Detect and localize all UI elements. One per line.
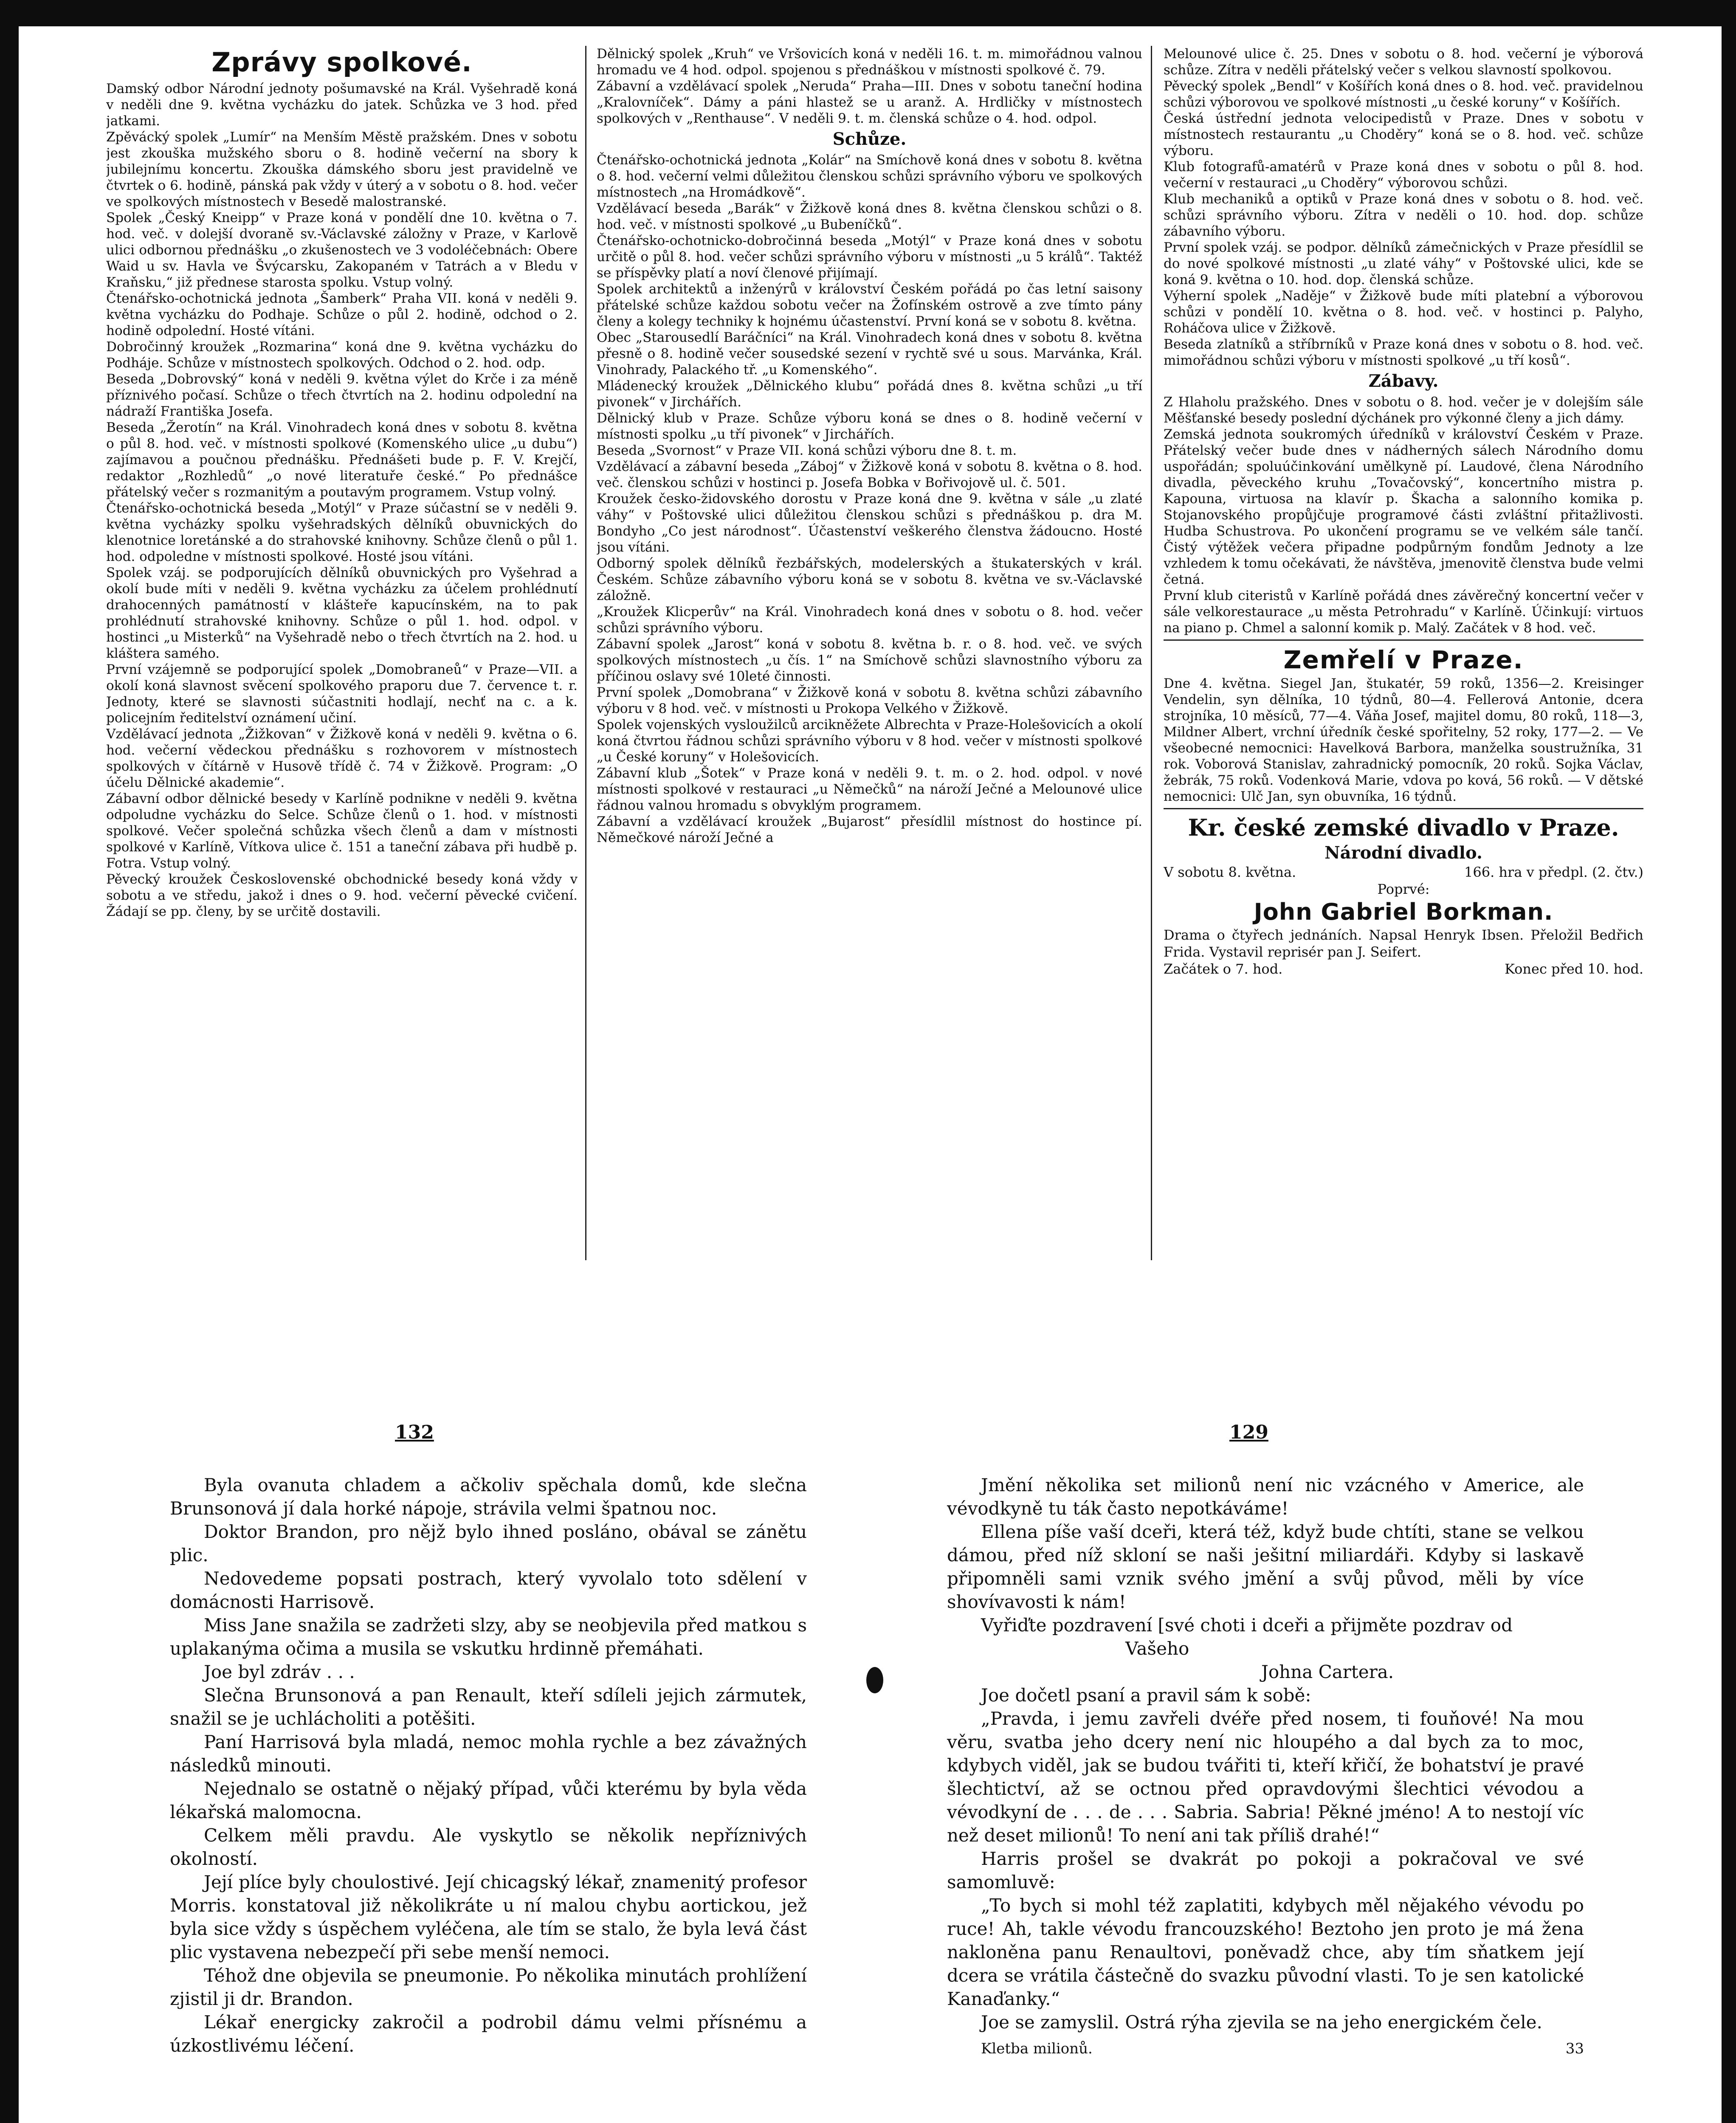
- theatre-play-title: John Gabriel Borkman.: [1254, 898, 1553, 925]
- news-item: Zábavní klub „Šotek“ v Praze koná v neděli 9. t. m. o 2. hod. odpol. v nové místnosti spolkové v restauraci „u Němečků“ na nároží Ječné a Melounové ulice řádnou valnou hromadu s obvyklým programem.: [597, 766, 1142, 813]
- club-news-heading: Zprávy spolkové.: [211, 47, 472, 78]
- news-item: Česká ústřední jednota velocipedistů v Praze. Dnes v sobotu v místnostech restaurantu „u Choděry“ koná se o 8. hod. več. schůze výboru.: [1164, 111, 1643, 158]
- theatre-subtitle: Národní divadlo.: [1325, 843, 1482, 863]
- novel-paragraph: Ellena píše vaší dceři, která též, když bude chtíti, stane se velkou dámou, před níž skloní se naši ješitní miliardáři. Kdyby si laskavě připomněli sami vznik svého jmění a svůj původ, měli by více shovívavosti k nám!: [947, 1521, 1584, 1612]
- news-item: Zpěvácký spolek „Lumír“ na Menším Městě pražském. Dnes v sobotu jest zkouška mužského sboru o 8. hodině večerní na sbory k jubilejnímu koncertu. Zkouška dámského sboru jest pravidelně ve čtvrtek o 6. hodině, pánská pak vždy v úterý a v sobotu o 8. hod. večer ve spolkových místnostech v Besedě malostranské.: [106, 130, 578, 209]
- news-item: Klub fotografů-amatérů v Praze koná dnes v sobotu o půl 8. hod. večerní v restauraci „u Choděry“ výborovou schůzi.: [1164, 159, 1643, 191]
- theatre-start: Začátek o 7. hod.: [1164, 961, 1283, 977]
- news-item: Výherní spolek „Naděje“ v Žižkově bude míti platební a výborovou schůzi v pondělí 10. května o 8. hod. več. v hostinci p. Palyho, Roháčova ulice v Žižkově.: [1164, 288, 1643, 336]
- news-item: „Kroužek Klicperův“ na Král. Vinohradech koná dnes v sobotu o 8. hod. večer schůzi správního výboru.: [597, 604, 1142, 636]
- theatre-times: [1164, 960, 1643, 977]
- novel-paragraph: Lékař energicky zakročil a podrobil dámu velmi přísnému a úzkostlivému léčení.: [170, 2012, 807, 2056]
- novel-paragraphs: [170, 1473, 807, 2057]
- novel-page-right: [947, 1473, 1584, 2061]
- meetings-list: [1164, 46, 1643, 369]
- news-item: Čtenářsko-ochotnická jednota „Kolár“ na Smíchově koná dnes v sobotu 8. května o 8. hod. večerní velmi důležitou členskou schůzi správního výboru ve spolkových místnostech „na Hromádkově“.: [597, 152, 1142, 200]
- news-item: Z Hlaholu pražského. Dnes v sobotu o 8. hod. večer je v dolejším sále Měšťanské besedy poslední dýchánek pro výkonné členy a jich dámy.: [1164, 394, 1643, 426]
- news-item: Spolek vojenských vysloužilců arcikněžete Albrechta v Praze-Holešovicích a okolí koná čtvrtou řádnou schůzi správního výboru v 8 hod. večer v místnosti spolkové „u České koruny“ v Holešovicích.: [597, 717, 1142, 765]
- news-column-2: [597, 46, 1142, 1260]
- scan-border-left: [0, 0, 19, 2123]
- news-item: Spolek architektů a inženýrů v království Českém pořádá po čas letní saisony přátelské schůze každou sobotu večer na Žofínském ostrově a zve tímto pány členy a kolegy techniky k hojnému účastenství. První koná se v sobotu 8. května.: [597, 282, 1142, 329]
- news-item: Zábavní odbor dělnické besedy v Karlíně podnikne v neděli 9. května odpoludne vycházku do Selce. Schůze členů o 1. hod. v místnosti spolkové. Večer společná schůzka všech členů a dam v místnosti spolkové v Karlíně, Vítkova ulice č. 151 a taneční zábava při hudbě p. Fotra. Vstup volný.: [106, 791, 578, 871]
- theatre-premiere: Poprvé:: [1377, 881, 1430, 897]
- news-item: Spolek vzáj. se podporujících dělníků obuvnických pro Vyšehrad a okolí bude míti v neděli 9. května vycházku za účelem prohlédnutí drahocenných památností v klášteře kapucínském, na to pak prohlédnutí strahovské knihovny. Schůze o půl 1. hod. odpol. v hostinci „u Misterků“ na Vyšehradě nebo o třech čtvrtích na 2. hod. u kláštera samého.: [106, 565, 578, 661]
- news-column-1: [106, 46, 578, 1260]
- news-item: Vzdělávací a zábavní beseda „Záboj“ v Žižkově koná v sobotu 8. května o 8. hod. več. členskou schůzi v hostinci p. Josefa Bobka v Bořivojově ul. č. 501.: [597, 459, 1142, 490]
- club-news-list: [597, 46, 1142, 127]
- news-item: Damský odbor Národní jednoty pošumavské na Král. Vyšehradě koná v neděli dne 9. května vycházku do jatek. Schůzka ve 3 hod. před jatkami.: [106, 81, 578, 129]
- novel-paragraph: Nedovedeme popsati postrach, který vyvolalo toto sdělení v domácnosti Harrisově.: [170, 1568, 807, 1612]
- novel-paragraph: Nejednalo se ostatně o nějaký případ, vůči kterému by byla věda lékařská malomocna.: [170, 1778, 807, 1822]
- news-item: Pěvecký kroužek Československé obchodnické besedy koná vždy v sobotu a ve středu, jakož i dnes o 9. hod. večerní pěvecké cvičení. Žádají se pp. členy, by se určitě dostavili.: [106, 872, 578, 919]
- meetings-list: [597, 152, 1142, 846]
- letter-signature-1: Vašeho: [1125, 1638, 1189, 1659]
- novel-paragraph: „Pravda, i jemu zavřeli dvéře před nosem, ti fouňové! Na mou věru, svatba jeho dcery není nic hloupého a dal bych za to moc, kdybych viděl, jak se budou tvářiti ti, kteří křičí, že bohatství je pravé šlechtictví, až se octnou před opravdovými šlechtici vévodou a vévodkyní de . . . de . . . Sabria. Sabria! Pěkné jméno! A to nestojí víc než deset milionů! To není ani tak příliš drahé!“: [947, 1708, 1584, 1846]
- sheet-number: 33: [1565, 2040, 1584, 2057]
- scan-border-right: [1722, 0, 1736, 2123]
- news-item: Vzdělávací beseda „Barák“ v Žižkově koná dnes 8. května členskou schůzi o 8. hod. več. v místnosti spolkové „u Bubeníčků“.: [597, 201, 1142, 232]
- divider: [1164, 808, 1643, 809]
- news-item: Zábavní spolek „Jarost“ koná v sobotu 8. května b. r. o 8. hod. več. ve svých spolkových místnostech „u čís. 1“ na Smíchově schůzi slavnostního výboru za příčinou oslavy své 10leté činnosti.: [597, 636, 1142, 684]
- novel-paragraphs: [947, 1684, 1584, 2034]
- novel-paragraph: Joe byl zdráv . . .: [204, 1661, 355, 1682]
- entertainment-list: [1164, 394, 1643, 636]
- news-item: Beseda „Dobrovský“ koná v neděli 9. května výlet do Krče i za méně příznivého počasí. Schůze o třech čtvrtích na 2. hodinu odpolední na nádraží Františka Josefa.: [106, 372, 578, 419]
- page-number-left: 132: [395, 1422, 434, 1443]
- scan-border-top: [0, 0, 1736, 26]
- entertainment-heading: Zábavy.: [1368, 371, 1439, 391]
- news-item: Beseda zlatníků a stříbrníků v Praze koná dnes v sobotu o 8. hod. več. mimořádnou schůzi výboru v místnosti spolkové „u tří kosů“.: [1164, 337, 1643, 368]
- novel-paragraph: Její plíce byly choulostivé. Její chicagský lékař, znamenitý profesor Morris. konstatoval již několikráte u ní malou chybu aortickou, jež byla sice vždy s úspěchem vyléčena, ale tím se stalo, že byla levá část plic vystavena nebezpečí při sebe menší nemoci.: [170, 1872, 807, 1963]
- news-item: Klub mechaniků a optiků v Praze koná dnes v sobotu o 8. hod. več. schůzi správního výboru. Zítra v neděli o 10. hod. dop. schůze zábavního výboru.: [1164, 191, 1643, 239]
- novel-paragraph: Harris prošel se dvakrát po pokoji a pokračoval ve své samomluvě:: [947, 1848, 1584, 1892]
- novel-paragraph: Paní Harrisová byla mladá, nemoc mohla rychle a bez závažných následků minouti.: [170, 1732, 807, 1776]
- news-item: Odborný spolek dělníků řezbářských, modelerských a štukaterských v král. Českém. Schůze zábavního výboru koná se v sobotu 8. května ve sv.-Václavské záložně.: [597, 556, 1142, 603]
- news-item: Zemská jednota soukromých úředníků v království Českém v Praze. Přátelský večer bude dnes v nádherných sálech Národního domu uspořádán; spoluúčinkování umělkyně pí. Laudové, člena Národního divadla, pěveckého kruhu „Tovačovský“, koncertního mistra p. Kapouna, virtuosa na klavír p. Škacha a salonního komika p. Stojanovského propůjčuje programové části zvláštní přitažlivosti. Hudba Schustrova. Po ukončení programu se ve velkém sále tančí. Čistý výtěžek večera připadne podpůrným fondům Jednoty a lze vzhledem k tomu očekávati, že návštěva, jmenovitě členstva bude velmi četná.: [1164, 427, 1643, 587]
- theatre-date: V sobotu 8. května.: [1164, 864, 1296, 880]
- news-item: První vzájemně se podporující spolek „Domobraneů“ v Praze—VII. a okolí koná slavnost svěcení spolkového praporu due 7. července t. r. Jednoty, které se slavnosti súčastniti hodlají, nechť na c. a k. policejním ředitelství oznámení učiní.: [106, 662, 578, 726]
- news-item: Dělnický spolek „Kruh“ ve Vršovicích koná v neděli 16. t. m. mimořádnou valnou hromadu ve 4 hod. odpol. spojenou s přednáškou v místnosti spolkové č. 79.: [597, 46, 1142, 78]
- news-item: Spolek „Český Kneipp“ v Praze koná v pondělí dne 10. května o 7. hod. več. v dolejší dvoraně sv.-Václavské záložny v Praze, v Karlově ulici odbornou přednášku „o zkušenostech ve 3 vodoléčebnách: Obere Waid u sv. Havla ve Švýcarsku, Zakopaném v Tatrách a v Bledu v Kraňsku,“ již přednese starosta spolku. Vstup volný.: [106, 210, 578, 290]
- novel-paragraph: Joe dočetl psaní a pravil sám k sobě:: [981, 1685, 1311, 1706]
- news-item: Vzdělávací jednota „Žižkovan“ v Žižkově koná v neděli 9. května o 6. hod. večerní vědeckou přednášku s rozhovorem v místnostech spolkových v čítárně v Husově třídě č. 74 v Žižkově. Program: „O účelu Dělnické akademie“.: [106, 726, 578, 790]
- news-item: Čtenářsko-ochotnická beseda „Motýl“ v Praze súčastní se v neděli 9. května vycházky spolku vyšehradských dělníků obuvnických do klenotnice loretánské a do strahovské knihovny. Schůze členů o půl 1. hod. odpoledne v místnosti spolkové. Hosté jsou vítáni.: [106, 501, 578, 564]
- novel-paragraph: Jmění několika set milionů není nic vzácného v Americe, ale vévodkyně tu ták často nepotkáváme!: [947, 1475, 1584, 1519]
- novel-paragraph: „To bych si mohl též zaplatiti, kdybych měl nějakého vévodu po ruce! Ah, takle vévodu francouzského! Beztoho jen proto je má žena nakloněna panu Renaultovi, poněvadž chce, aby tím sňatkem její dcera se vrátila částečně do svazku původní vlasti. To je sen katolické Kanaďanky.“: [947, 1895, 1584, 2009]
- news-item: Beseda „Žerotín“ na Král. Vinohradech koná dnes v sobotu 8. května o půl 8. hod. več. v místnosti spolkové (Komenského ulice „u dubu“) zajímavou a poučnou přednášku. Přednášeti bude p. F. V. Krejčí, redaktor „Rozhledů“ „o nové literatuře české.“ Po přednášce přátelský večer s rozmanitým a poutavým programem. Vstup volný.: [106, 420, 578, 500]
- novel-paragraph: Joe se zamyslil. Ostrá rýha zjevila se na jeho energickém čele.: [981, 2012, 1542, 2033]
- news-item: Zábavní a vzdělávací kroužek „Bujarost“ přesídlil místnost do hostince pí. Němečkové nároží Ječné a: [597, 814, 1142, 845]
- novel-footer: [947, 2037, 1584, 2061]
- divider: [1164, 639, 1643, 641]
- theatre-title: Kr. české zemské divadlo v Praze.: [1188, 814, 1619, 841]
- theatre-date-row: [1164, 864, 1643, 881]
- news-item: Mládenecký kroužek „Dělnického klubu“ pořádá dnes 8. května schůzi „u tří pivonek“ v Jirchářích.: [597, 378, 1142, 410]
- novel-paragraph: Miss Jane snažila se zadržeti slzy, aby se neobjevila před matkou s uplakanýma očima a musila se vskutku hrdinně přemáhati.: [170, 1615, 807, 1659]
- club-news-list: [106, 81, 578, 920]
- column-rule: [1151, 46, 1152, 1260]
- deaths-text: Dne 4. května. Siegel Jan, štukatér, 59 roků, 1356—2. Kreisinger Vendelin, syn dělníka, 10 týdnů, 80—4. Fellerová Antonie, dcera strojníka, 10 měsíců, 77—4. Váňa Josef, majitel domu, 80 roků, 118—3, Mildner Albert, vrchní úředník české spořitelny, 52 roky, 177—2. — Ve všeobecné nemocnici: Havelková Barbora, manželka soustružníka, 31 rok. Voborová Stanislav, zahradnický pomocník, 20 roků. Sojka Václav, žebrák, 75 roků. Vodenková Marie, vdova po ková, 56 roků. — V dětské nemocnici: Ulč Jan, syn obuvníka, 16 týdnů.: [1164, 676, 1643, 804]
- news-item: Čtenářsko-ochotnicko-dobročinná beseda „Motýl“ v Praze koná dnes v sobotu určitě o půl 8. hod. večer schůzi správního výboru v místnosti „u 5 králů“. Taktéž se příspěvky platí a noví členové přijímají.: [597, 233, 1142, 281]
- news-item: Melounové ulice č. 25. Dnes v sobotu o 8. hod. večerní je výborová schůze. Zítra v neděli přátelský večer s velkou slavností spolkovou.: [1164, 46, 1643, 78]
- news-item: Čtenářsko-ochotnická jednota „Šamberk“ Praha VII. koná v neděli 9. května vycházku do Podhaje. Schůze o půl 2. hodině, odchod o 2. hodině odpolední. Hosté vítáni.: [106, 291, 578, 338]
- news-item: Zábavní a vzdělávací spolek „Neruda“ Praha—III. Dnes v sobotu taneční hodina „Kralovníček“. Dámy a páni hlastež se u aranž. A. Hrdličky v místnostech spolkových v „Renthause“. V neděli 9. t. m. členská schůze o 4. hod. odpol.: [597, 79, 1142, 126]
- news-item: Pěvecký spolek „Bendl“ v Košířích koná dnes o 8. hod. več. pravidelnou schůzi výborovou ve spolkové místnosti „u české koruny“ v Košířích.: [1164, 79, 1643, 110]
- novel-paragraph: Slečna Brunsonová a pan Renault, kteří sdíleli jejich zármutek, snažil se je uchlácholiti a potěšiti.: [170, 1685, 807, 1729]
- meetings-heading: Schůze.: [832, 129, 907, 149]
- news-item: Kroužek česko-židovského dorostu v Praze koná dne 9. května v sále „u zlaté váhy“ v Poštovské ulici důležitou členskou schůzi s přednáškou p. dra M. Bondyho „Co jest národnost“. Účastenství veškerého členstva žádoucno. Hosté jsou vítáni.: [597, 491, 1142, 555]
- novel-paragraph: Byla ovanuta chladem a ačkoliv spěchala domů, kde slečna Brunsonová jí dala horké nápoje, strávila velmi špatnou noc.: [170, 1475, 807, 1519]
- novel-paragraph: Téhož dne objevila se pneumonie. Po několika minutách prohlížení zjistil ji dr. Brandon.: [170, 1965, 807, 2009]
- news-item: Obec „Starousedlí Baráčníci“ na Král. Vinohradech koná dnes v sobotu 8. května přesně o 8. hodině večer sousedské sezení v rychtě své u sous. Marvánka, Král. Vinohrady, Palackého tř. „u Komenského“.: [597, 330, 1142, 377]
- book-title: Kletba milionů.: [981, 2040, 1093, 2057]
- page-number-right: 129: [1229, 1422, 1268, 1443]
- newspaper-section: [106, 46, 1643, 1260]
- novel-paragraph: Doktor Brandon, pro nějž bylo ihned posláno, obával se zánětu plic.: [170, 1521, 807, 1566]
- news-column-3: [1164, 46, 1643, 1260]
- news-item: První spolek vzáj. se podpor. dělníků zámečnických v Praze přesídlil se do nové spolkové místnosti „u zlaté váhy“ v Poštovské ulici, kde se koná 9. května o 10. hod. dop. členská schůze.: [1164, 240, 1643, 287]
- novel-paragraphs: [947, 1473, 1584, 1637]
- deaths-heading: Zemřelí v Praze.: [1283, 645, 1524, 674]
- news-item: Beseda „Svornost“ v Praze VII. koná schůzi výboru dne 8. t. m.: [597, 443, 1017, 458]
- theatre-end: Konec před 10. hod.: [1505, 961, 1643, 977]
- news-item: Dělnický klub v Praze. Schůze výboru koná se dnes o 8. hodině večerní v místnosti spolku „u tří pivonek“ v Jirchářích.: [597, 411, 1142, 442]
- news-item: První spolek „Domobrana“ v Žižkově koná v sobotu 8. května schůzi zábavního výboru v 8 hod. več. v místnosti u Prokopa Velkého v Žižkově.: [597, 685, 1142, 716]
- news-item: Dobročinný kroužek „Rozmarina“ koná dne 9. května vycházku do Podháje. Schůze v místnostech spolkových. Odchod o 2. hod. odp.: [106, 339, 578, 371]
- column-rule: [585, 46, 586, 1260]
- theatre-subscription: 166. hra v předpl. (2. čtv.): [1464, 864, 1643, 880]
- novel-page-left: [170, 1473, 807, 2057]
- novel-paragraph: Vyřiďte pozdravení [své choti i dceři a přijměte pozdrav od: [981, 1615, 1513, 1636]
- news-item: První klub citeristů v Karlíně pořádá dnes závěrečný koncertní večer v sále velkorestaurace „u města Petrohradu“ v Karlíně. Účinkují: virtuos na piano p. Chmel a salonní komik p. Malý. Začátek v 8 hod. več.: [1164, 588, 1643, 636]
- letter-signature-2: Johna Cartera.: [1261, 1661, 1394, 1682]
- ink-spot: [866, 1667, 883, 1693]
- novel-paragraph: Celkem měli pravdu. Ale vyskytlo se několik nepříznivých okolností.: [170, 1825, 807, 1869]
- theatre-description: Drama o čtyřech jednáních. Napsal Henryk Ibsen. Přeložil Bedřich Frida. Vystavil reprisér pan J. Seifert.: [1164, 927, 1643, 960]
